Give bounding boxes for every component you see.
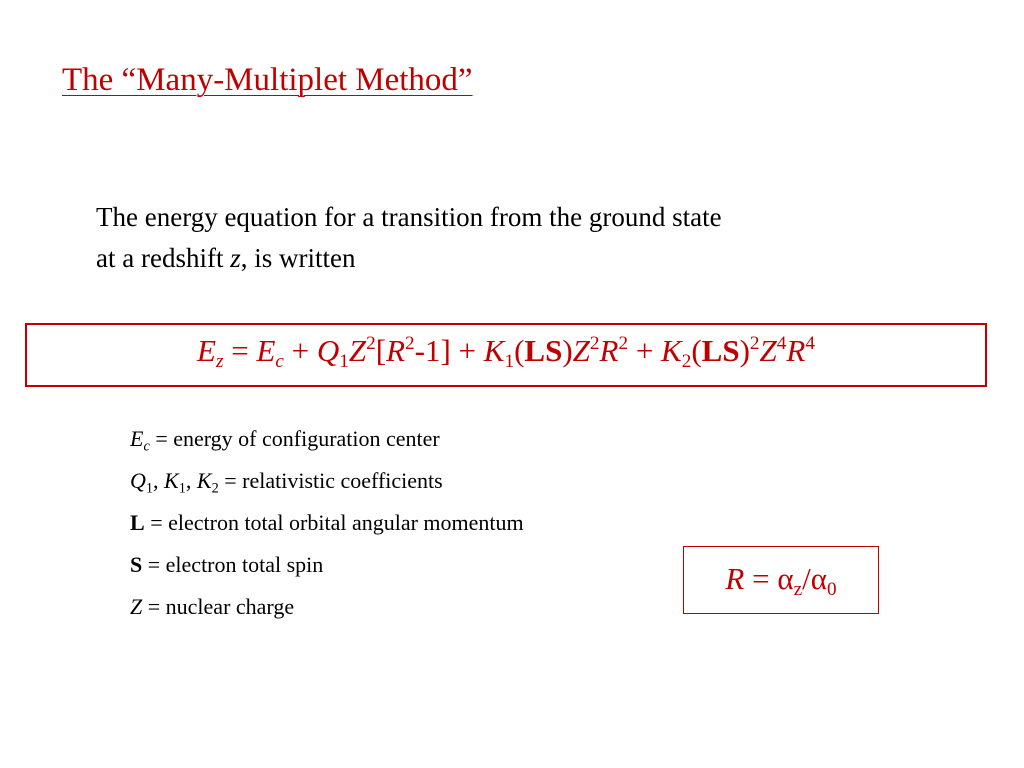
intro-line-2-pre: at a redshift <box>96 243 231 273</box>
alpha-z: α <box>777 561 794 596</box>
intro-line-2 <box>96 238 722 279</box>
intro-text <box>96 197 722 279</box>
eq-r3: R <box>786 333 806 368</box>
energy-equation-box <box>25 323 987 387</box>
eq-ez-sub: z <box>215 350 224 372</box>
def-q-symbol: Q <box>130 468 146 493</box>
eq-paren-close-1: ) <box>562 333 573 368</box>
definition-ec <box>130 418 524 460</box>
def-k2-sub: 2 <box>211 480 219 497</box>
def-sep-2: , <box>185 468 197 493</box>
eq-r1-sup: 2 <box>405 333 415 355</box>
eq-bracket-open: [ <box>375 333 387 368</box>
eq-plus-3: + <box>628 333 662 368</box>
def-ec-symbol: E <box>130 426 144 451</box>
eq-plus-1: + <box>283 333 317 368</box>
eq-q-sub: 1 <box>339 350 349 372</box>
r-slash: / <box>802 561 811 596</box>
def-q-sub: 1 <box>145 480 154 497</box>
eq-z3: Z <box>759 333 777 368</box>
intro-line-1: The energy equation for a transition from the ground state <box>96 202 722 232</box>
definitions-list <box>130 418 524 628</box>
eq-r3-sup: 4 <box>805 333 815 355</box>
eq-paren-close-2: ) <box>739 333 750 368</box>
def-l-symbol: L <box>130 510 145 535</box>
definition-l <box>130 502 524 544</box>
eq-z1: Z <box>348 333 367 368</box>
redshift-variable: z <box>230 243 241 273</box>
eq-r1: R <box>386 333 406 368</box>
r-symbol: R <box>725 561 745 596</box>
eq-z1-sup: 2 <box>366 333 376 355</box>
def-coeffs-text: = relativistic coefficients <box>218 468 443 493</box>
r-equals: = <box>744 561 778 596</box>
eq-r2: R <box>599 333 619 368</box>
eq-ls-1: LS <box>524 333 563 368</box>
def-z-text: = nuclear charge <box>142 594 295 619</box>
eq-k2: K <box>661 333 682 368</box>
def-z-symbol: Z <box>130 594 143 619</box>
eq-ec: E <box>256 333 276 368</box>
energy-equation <box>27 333 985 373</box>
eq-q: Q <box>316 333 340 368</box>
eq-z2-sup: 2 <box>589 333 600 355</box>
eq-minus-one: -1] <box>414 333 451 368</box>
definition-coefficients <box>130 460 524 502</box>
def-l-text: = electron total orbital angular momentum <box>144 510 524 535</box>
def-sep-1: , <box>153 468 165 493</box>
definition-z <box>130 586 524 628</box>
eq-k1: K <box>483 333 505 368</box>
r-definition <box>684 561 878 601</box>
eq-r2-sup: 2 <box>618 333 629 355</box>
def-ec-sub: c <box>143 438 150 455</box>
alpha-0-sub: 0 <box>826 578 837 600</box>
eq-equals: = <box>223 333 257 368</box>
def-s-text: = electron total spin <box>142 552 324 577</box>
eq-ls-2-sup: 2 <box>749 333 760 355</box>
def-k2-symbol: K <box>196 468 212 493</box>
eq-z3-sup: 4 <box>776 333 787 355</box>
intro-line-2-post: , is written <box>240 243 356 273</box>
alpha-0: α <box>810 561 827 596</box>
alpha-z-sub: z <box>793 578 803 600</box>
def-k1-sub: 1 <box>178 480 186 497</box>
eq-z2: Z <box>572 333 590 368</box>
def-s-symbol: S <box>130 552 143 577</box>
eq-ls-2: LS <box>701 333 740 368</box>
eq-paren-open-2: ( <box>691 333 702 368</box>
eq-k2-sub: 2 <box>681 350 692 372</box>
slide-title: The “Many-Multiplet Method” <box>62 62 473 98</box>
eq-ez: E <box>197 333 216 368</box>
r-definition-box <box>683 546 879 614</box>
definition-s <box>130 544 524 586</box>
eq-k1-sub: 1 <box>504 350 515 372</box>
def-ec-text: = energy of configuration center <box>149 426 440 451</box>
eq-paren-open-1: ( <box>514 333 525 368</box>
eq-ec-sub: c <box>275 350 284 372</box>
def-k1-symbol: K <box>164 468 179 493</box>
eq-plus-2: + <box>450 333 484 368</box>
